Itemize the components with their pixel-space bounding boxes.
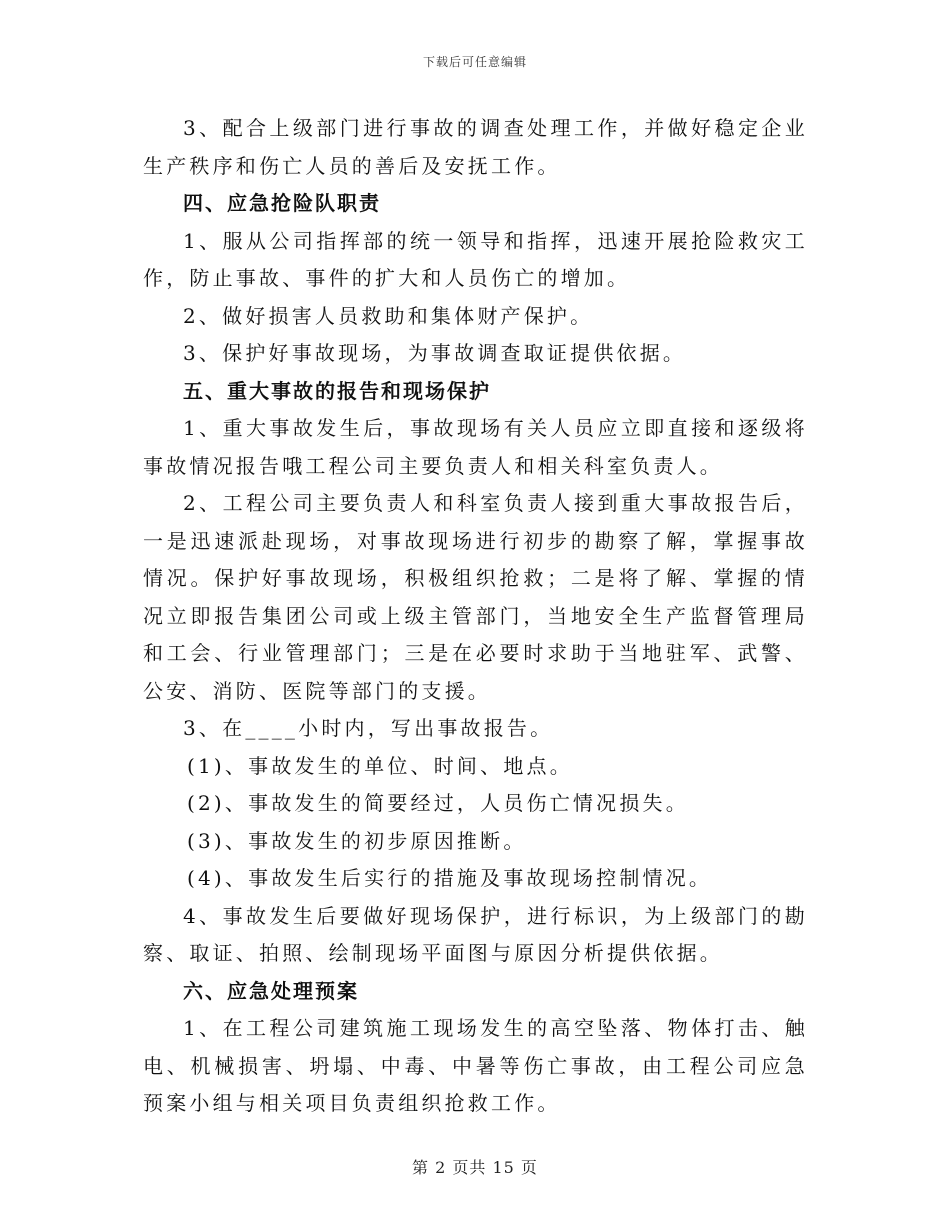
paragraph: 1、服从公司指挥部的统一领导和指挥，迅速开展抢险救灾工作，防止事故、事件的扩大和人员伤亡的增加。 xyxy=(143,228,808,290)
paragraph: 1、在工程公司建筑施工现场发生的高空坠落、物体打击、触电、机械损害、坍塌、中毒、中暑等伤亡事故，由工程公司应急预案小组与相关项目负责组织抢救工作。 xyxy=(143,1016,808,1115)
list-item: (3)、事故发生的初步原因推断。 xyxy=(187,828,527,853)
document-body xyxy=(143,110,808,1123)
paragraph: 3、在____小时内，写出事故报告。 xyxy=(183,716,554,740)
list-item: (4)、事故发生后实行的措施及事故现场控制情况。 xyxy=(187,866,713,890)
paragraph: 4、事故发生后要做好现场保护，进行标识，为上级部门的勘察、取证、拍照、绘制现场平面图与原因分析提供依据。 xyxy=(143,903,808,965)
paragraph: 3、保护好事故现场，为事故调查取证提供依据。 xyxy=(183,341,687,365)
section-heading: 四、应急抢险队职责 xyxy=(183,191,381,215)
paragraph: 3、配合上级部门进行事故的调查处理工作，并做好稳定企业生产秩序和伤亡人员的善后及安抚工作。 xyxy=(143,116,808,178)
header-note: 下载后可任意编辑 xyxy=(422,55,527,69)
paragraph: 2、做好损害人员救助和集体财产保护。 xyxy=(183,303,594,328)
paragraph: 1、重大事故发生后，事故现场有关人员应立即直接和逐级将事故情况报告哦工程公司主要负责人和相关科室负责人。 xyxy=(143,416,808,478)
section-heading: 五、重大事故的报告和现场保护 xyxy=(183,378,491,403)
list-item: (2)、事故发生的简要经过，人员伤亡情况损失。 xyxy=(187,791,689,815)
page-number: 第 2 页共 15 页 xyxy=(412,1158,538,1177)
paragraph: 2、工程公司主要负责人和科室负责人接到重大事故报告后，一是迅速派赴现场，对事故现场进行初步的勘察了解，掌握事故情况。保护好事故现场，积极组织抢救；二是将了解、掌握的情况立即报告集团公司或上级主管部门，当地安全生产监督管理局和工会、行业管理部门；三是在必要时求助于当地驻军、武警、公安、消防、医院等部门的支援。 xyxy=(143,491,808,703)
list-item: (1)、事故发生的单位、时间、地点。 xyxy=(187,753,573,778)
section-heading: 六、应急处理预案 xyxy=(183,978,359,1003)
